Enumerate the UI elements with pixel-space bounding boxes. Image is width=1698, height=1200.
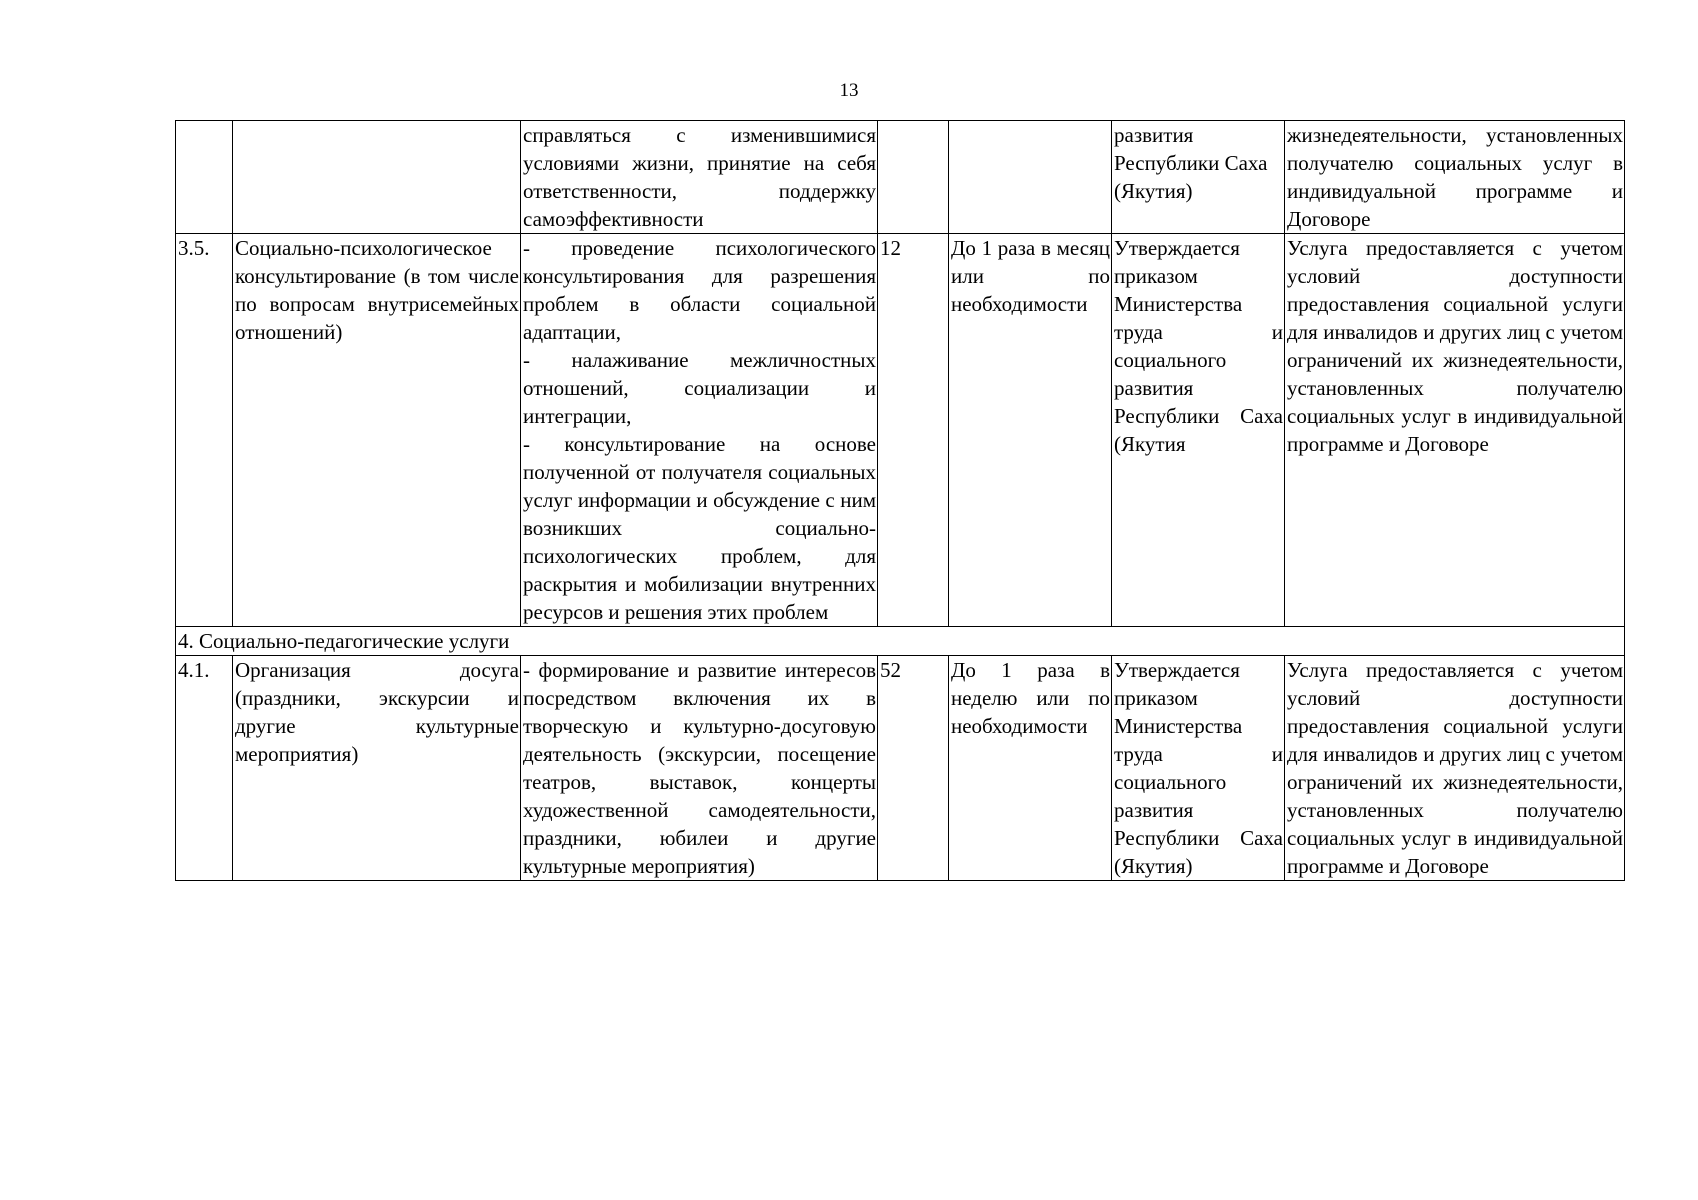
cell-service-description: - формирование и развитие интересов посредством включения их в творческую и культурно-досуговую деятельность (экскурсии, посещение театров, выставок, концерты художественной самодеятельности, праздники, юбилеи и другие культурные мероприятия)	[521, 656, 878, 881]
cell-service-name: Организация досуга (праздники, экскурсии и другие культурные мероприятия)	[233, 656, 521, 881]
services-table	[175, 120, 1625, 881]
cell-frequency	[949, 121, 1112, 234]
cell-conditions: жизнедеятельности, установленных получателю социальных услуг в индивидуальной программе и Договоре	[1285, 121, 1625, 234]
description-item: - проведение психологического консультирования для разрешения проблем в области социальной адаптации,	[523, 236, 876, 344]
section-title: 4. Социально-педагогические услуги	[176, 627, 1625, 656]
cell-approval: развития Республики Саха (Якутия)	[1112, 121, 1285, 234]
cell-quantity: 52	[878, 656, 949, 881]
cell-service-description: справляться с изменившимися условиями жизни, принятие на себя ответственности, поддержку самоэффективности	[521, 121, 878, 234]
cell-service-description	[521, 234, 878, 627]
cell-conditions: Услуга предоставляется с учетом условий доступности предоставления социальной услуги для инвалидов и других лиц с учетом ограничений их жизнедеятельности, установленных получателю социальных услуг в индивидуальной программе и Договоре	[1285, 656, 1625, 881]
description-item: - консультирование на основе полученной от получателя социальных услуг информации и обсуждение с ним возникших социально-психологических проблем, для раскрытия и мобилизации внутренних ресурсов и решения этих проблем	[523, 432, 876, 624]
table-row-continuation	[176, 121, 1625, 234]
cell-approval: Утверждается приказом Министерства труда и социального развития Республики Саха (Якутия)	[1112, 656, 1285, 881]
cell-number	[176, 121, 233, 234]
cell-quantity: 12	[878, 234, 949, 627]
cell-number: 4.1.	[176, 656, 233, 881]
cell-conditions: Услуга предоставляется с учетом условий доступности предоставления социальной услуги для инвалидов и других лиц с учетом ограничений их жизнедеятельности, установленных получателю социальных услуг в индивидуальной программе и Договоре	[1285, 234, 1625, 627]
page-number: 13	[839, 80, 859, 101]
cell-frequency: До 1 раза в месяц или по необходимости	[949, 234, 1112, 627]
cell-quantity	[878, 121, 949, 234]
table-row-4-1	[176, 656, 1625, 881]
cell-service-name: Социально-психологическое консультирование (в том числе по вопросам внутрисемейных отношений)	[233, 234, 521, 627]
cell-approval: Утверждается приказом Министерства труда и социального развития Республики Саха (Якутия	[1112, 234, 1285, 627]
table-row-3-5	[176, 234, 1625, 627]
section-header-row	[176, 627, 1625, 656]
cell-service-name	[233, 121, 521, 234]
cell-frequency: До 1 раза в неделю или по необходимости	[949, 656, 1112, 881]
description-item: - налаживание межличностных отношений, социализации и интеграции,	[523, 348, 876, 428]
cell-number: 3.5.	[176, 234, 233, 627]
